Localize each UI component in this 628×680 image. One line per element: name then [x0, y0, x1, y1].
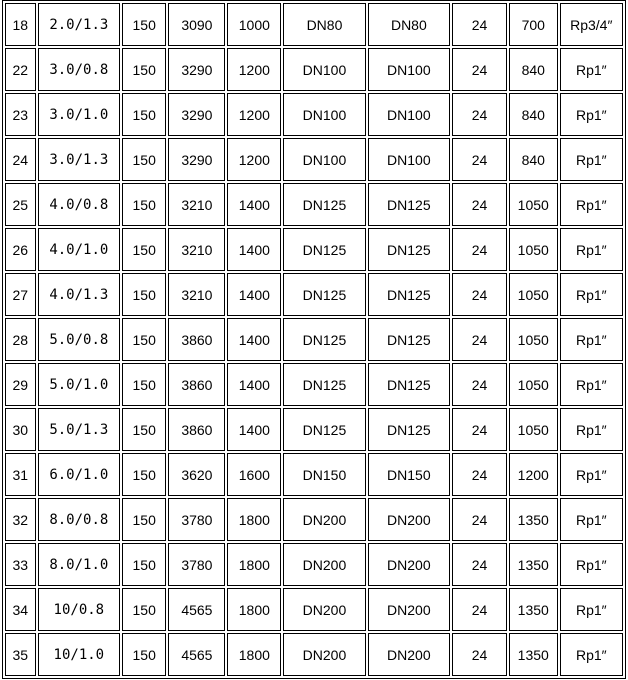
- cell-height: 3290: [168, 138, 225, 181]
- cell-capacity: 1350: [509, 588, 558, 631]
- cell-capacity: 1050: [509, 408, 558, 451]
- cell-outlet: DN125: [368, 363, 450, 406]
- cell-pressure: 150: [122, 543, 166, 586]
- cell-pressure: 150: [122, 363, 166, 406]
- cell-outlet: DN80: [368, 3, 450, 46]
- cell-drain: Rp1″: [560, 138, 623, 181]
- cell-row-number: 34: [5, 588, 36, 631]
- cell-voltage: 24: [452, 273, 507, 316]
- cell-height: 3860: [168, 408, 225, 451]
- cell-model: 2.0/1.3: [38, 3, 120, 46]
- cell-row-number: 35: [5, 633, 36, 676]
- cell-voltage: 24: [452, 183, 507, 226]
- cell-capacity: 1350: [509, 543, 558, 586]
- cell-diameter: 1600: [227, 453, 281, 496]
- cell-height: 3290: [168, 93, 225, 136]
- cell-height: 4565: [168, 588, 225, 631]
- cell-voltage: 24: [452, 228, 507, 271]
- cell-capacity: 1050: [509, 228, 558, 271]
- cell-model: 8.0/1.0: [38, 543, 120, 586]
- cell-height: 3290: [168, 48, 225, 91]
- cell-diameter: 1400: [227, 318, 281, 361]
- cell-drain: Rp1″: [560, 273, 623, 316]
- cell-diameter: 1800: [227, 588, 281, 631]
- cell-row-number: 23: [5, 93, 36, 136]
- cell-model: 4.0/0.8: [38, 183, 120, 226]
- cell-capacity: 1350: [509, 633, 558, 676]
- cell-voltage: 24: [452, 498, 507, 541]
- table-row: [5, 273, 623, 316]
- cell-voltage: 24: [452, 588, 507, 631]
- table-row: [5, 228, 623, 271]
- cell-outlet: DN200: [368, 633, 450, 676]
- cell-drain: Rp1″: [560, 363, 623, 406]
- cell-diameter: 1200: [227, 48, 281, 91]
- cell-outlet: DN125: [368, 408, 450, 451]
- spec-table-body: [5, 3, 623, 676]
- cell-diameter: 1400: [227, 273, 281, 316]
- cell-row-number: 18: [5, 3, 36, 46]
- cell-model: 3.0/1.3: [38, 138, 120, 181]
- cell-inlet: DN125: [283, 408, 365, 451]
- cell-inlet: DN125: [283, 183, 365, 226]
- cell-drain: Rp1″: [560, 633, 623, 676]
- cell-inlet: DN200: [283, 543, 365, 586]
- cell-drain: Rp1″: [560, 318, 623, 361]
- cell-model: 4.0/1.0: [38, 228, 120, 271]
- table-row: [5, 183, 623, 226]
- cell-model: 10/0.8: [38, 588, 120, 631]
- cell-height: 4565: [168, 633, 225, 676]
- cell-row-number: 25: [5, 183, 36, 226]
- cell-pressure: 150: [122, 138, 166, 181]
- cell-voltage: 24: [452, 48, 507, 91]
- table-row: [5, 498, 623, 541]
- cell-drain: Rp1″: [560, 228, 623, 271]
- cell-capacity: 1050: [509, 183, 558, 226]
- cell-inlet: DN100: [283, 93, 365, 136]
- cell-diameter: 1400: [227, 408, 281, 451]
- cell-row-number: 27: [5, 273, 36, 316]
- cell-drain: Rp1″: [560, 408, 623, 451]
- cell-height: 3210: [168, 273, 225, 316]
- cell-outlet: DN100: [368, 138, 450, 181]
- cell-height: 3090: [168, 3, 225, 46]
- cell-outlet: DN200: [368, 588, 450, 631]
- cell-inlet: DN80: [283, 3, 365, 46]
- cell-pressure: 150: [122, 588, 166, 631]
- cell-outlet: DN100: [368, 93, 450, 136]
- cell-diameter: 1800: [227, 498, 281, 541]
- cell-voltage: 24: [452, 138, 507, 181]
- cell-height: 3620: [168, 453, 225, 496]
- cell-voltage: 24: [452, 408, 507, 451]
- cell-row-number: 26: [5, 228, 36, 271]
- cell-pressure: 150: [122, 408, 166, 451]
- cell-diameter: 1400: [227, 228, 281, 271]
- cell-pressure: 150: [122, 273, 166, 316]
- cell-inlet: DN100: [283, 48, 365, 91]
- cell-capacity: 840: [509, 48, 558, 91]
- cell-outlet: DN125: [368, 318, 450, 361]
- cell-model: 5.0/1.0: [38, 363, 120, 406]
- table-row: [5, 588, 623, 631]
- cell-capacity: 700: [509, 3, 558, 46]
- cell-pressure: 150: [122, 453, 166, 496]
- cell-capacity: 1350: [509, 498, 558, 541]
- table-row: [5, 408, 623, 451]
- cell-inlet: DN125: [283, 363, 365, 406]
- cell-voltage: 24: [452, 363, 507, 406]
- cell-model: 3.0/1.0: [38, 93, 120, 136]
- cell-row-number: 31: [5, 453, 36, 496]
- cell-height: 3210: [168, 183, 225, 226]
- table-row: [5, 363, 623, 406]
- cell-height: 3860: [168, 363, 225, 406]
- cell-inlet: DN200: [283, 498, 365, 541]
- cell-row-number: 29: [5, 363, 36, 406]
- cell-inlet: DN200: [283, 588, 365, 631]
- cell-row-number: 28: [5, 318, 36, 361]
- cell-capacity: 1200: [509, 453, 558, 496]
- cell-model: 4.0/1.3: [38, 273, 120, 316]
- cell-pressure: 150: [122, 633, 166, 676]
- cell-height: 3860: [168, 318, 225, 361]
- cell-height: 3210: [168, 228, 225, 271]
- cell-capacity: 840: [509, 138, 558, 181]
- table-row: [5, 138, 623, 181]
- cell-voltage: 24: [452, 453, 507, 496]
- cell-diameter: 1400: [227, 363, 281, 406]
- cell-inlet: DN100: [283, 138, 365, 181]
- cell-capacity: 1050: [509, 273, 558, 316]
- cell-inlet: DN200: [283, 633, 365, 676]
- cell-model: 8.0/0.8: [38, 498, 120, 541]
- cell-outlet: DN200: [368, 498, 450, 541]
- cell-height: 3780: [168, 498, 225, 541]
- cell-model: 5.0/0.8: [38, 318, 120, 361]
- cell-capacity: 1050: [509, 363, 558, 406]
- cell-outlet: DN125: [368, 273, 450, 316]
- cell-outlet: DN125: [368, 228, 450, 271]
- cell-voltage: 24: [452, 633, 507, 676]
- cell-drain: Rp1″: [560, 453, 623, 496]
- cell-voltage: 24: [452, 93, 507, 136]
- cell-diameter: 1200: [227, 138, 281, 181]
- cell-pressure: 150: [122, 183, 166, 226]
- cell-voltage: 24: [452, 3, 507, 46]
- cell-model: 6.0/1.0: [38, 453, 120, 496]
- cell-outlet: DN200: [368, 543, 450, 586]
- table-row: [5, 3, 623, 46]
- table-row: [5, 48, 623, 91]
- cell-pressure: 150: [122, 48, 166, 91]
- cell-model: 10/1.0: [38, 633, 120, 676]
- cell-drain: Rp1″: [560, 543, 623, 586]
- cell-diameter: 1000: [227, 3, 281, 46]
- cell-pressure: 150: [122, 498, 166, 541]
- cell-capacity: 840: [509, 93, 558, 136]
- cell-voltage: 24: [452, 543, 507, 586]
- table-row: [5, 543, 623, 586]
- table-row: [5, 318, 623, 361]
- cell-capacity: 1050: [509, 318, 558, 361]
- cell-inlet: DN125: [283, 318, 365, 361]
- cell-height: 3780: [168, 543, 225, 586]
- spec-table: [2, 0, 626, 679]
- cell-drain: Rp1″: [560, 183, 623, 226]
- cell-drain: Rp1″: [560, 48, 623, 91]
- table-row: [5, 93, 623, 136]
- cell-inlet: DN125: [283, 273, 365, 316]
- cell-outlet: DN150: [368, 453, 450, 496]
- cell-drain: Rp1″: [560, 93, 623, 136]
- cell-voltage: 24: [452, 318, 507, 361]
- cell-diameter: 1200: [227, 93, 281, 136]
- cell-pressure: 150: [122, 3, 166, 46]
- cell-model: 5.0/1.3: [38, 408, 120, 451]
- cell-pressure: 150: [122, 318, 166, 361]
- cell-diameter: 1800: [227, 543, 281, 586]
- cell-drain: Rp1″: [560, 588, 623, 631]
- cell-diameter: 1400: [227, 183, 281, 226]
- cell-row-number: 30: [5, 408, 36, 451]
- cell-inlet: DN125: [283, 228, 365, 271]
- cell-inlet: DN150: [283, 453, 365, 496]
- cell-row-number: 22: [5, 48, 36, 91]
- cell-pressure: 150: [122, 93, 166, 136]
- cell-drain: Rp1″: [560, 498, 623, 541]
- cell-pressure: 150: [122, 228, 166, 271]
- cell-row-number: 32: [5, 498, 36, 541]
- cell-row-number: 24: [5, 138, 36, 181]
- cell-outlet: DN125: [368, 183, 450, 226]
- table-row: [5, 453, 623, 496]
- cell-row-number: 33: [5, 543, 36, 586]
- table-row: [5, 633, 623, 676]
- cell-drain: Rp3/4″: [560, 3, 623, 46]
- cell-outlet: DN100: [368, 48, 450, 91]
- cell-diameter: 1800: [227, 633, 281, 676]
- cell-model: 3.0/0.8: [38, 48, 120, 91]
